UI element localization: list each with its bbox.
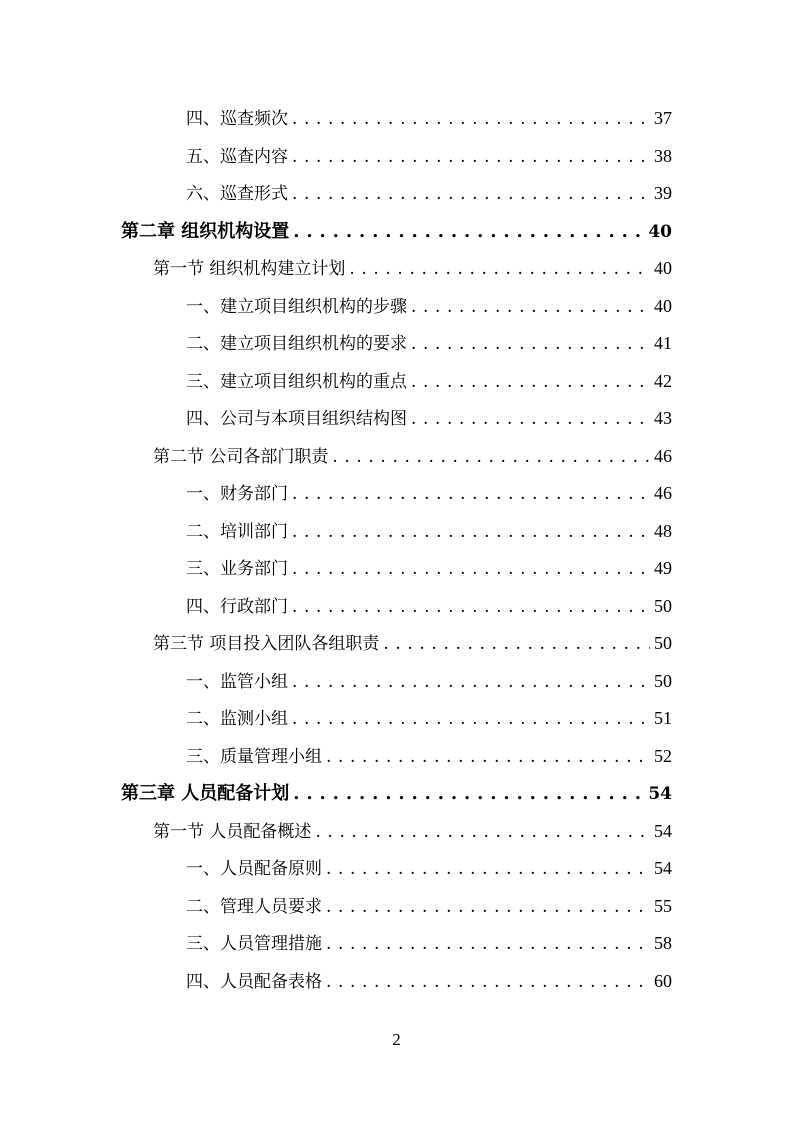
toc-entry-title: 五、巡查内容 — [186, 146, 288, 167]
toc-entry-title: 第一节 组织机构建立计划 — [153, 259, 346, 279]
toc-entry-page: 50 — [654, 670, 672, 691]
toc-entry-page: 40 — [648, 221, 672, 242]
toc-entry-title: 四、巡查频次 — [186, 109, 288, 129]
toc-entry-page: 43 — [654, 408, 672, 428]
toc-entry-title: 第二节 公司各部门职责 — [153, 446, 329, 467]
toc-subsection-entry[interactable] — [0, 138, 793, 176]
toc-subsection-entry[interactable] — [0, 663, 793, 701]
toc-entry-page: 42 — [654, 370, 672, 391]
toc-entry-title: 四、行政部门 — [186, 596, 288, 617]
toc-entry-page: 54 — [648, 784, 672, 804]
toc-entry-title: 二、监测小组 — [186, 709, 288, 729]
toc-entry-title: 二、培训部门 — [186, 521, 288, 542]
toc-subsection-entry[interactable] — [0, 363, 793, 401]
toc-dot-leader — [292, 176, 650, 214]
toc-entry-title: 第三节 项目投入团队各组职责 — [153, 634, 380, 654]
toc-dot-leader — [292, 589, 650, 627]
toc-entry-page: 55 — [654, 895, 672, 916]
toc-dot-leader — [292, 101, 650, 139]
toc-entry-page: 41 — [654, 333, 672, 353]
toc-dot-leader — [383, 626, 650, 664]
toc-subsection-entry[interactable] — [0, 888, 793, 926]
toc-dot-leader — [411, 326, 650, 364]
toc-dot-leader — [411, 401, 650, 439]
toc-subsection-entry[interactable] — [0, 513, 793, 551]
toc-subsection-entry[interactable] — [0, 175, 793, 213]
toc-section-entry[interactable] — [0, 813, 793, 851]
toc-entry-page: 40 — [654, 295, 672, 316]
toc-entry-title: 第二章 组织机构设置 — [121, 220, 290, 242]
toc-dot-leader — [293, 775, 644, 813]
toc-dot-leader — [411, 364, 650, 402]
toc-entry-page: 50 — [654, 595, 672, 616]
toc-dot-leader — [292, 664, 650, 702]
toc-entry-title: 四、公司与本项目组织结构图 — [186, 409, 407, 429]
toc-entry-page: 37 — [654, 108, 672, 128]
toc-entry-page: 51 — [654, 708, 672, 728]
toc-entry-title: 三、质量管理小组 — [186, 746, 322, 767]
toc-subsection-entry[interactable] — [0, 850, 793, 888]
toc-entry-page: 38 — [654, 145, 672, 166]
toc-subsection-entry[interactable] — [0, 925, 793, 963]
toc-dot-leader — [292, 551, 650, 589]
toc-entry-page: 49 — [654, 558, 672, 578]
toc-subsection-entry[interactable] — [0, 325, 793, 363]
toc-dot-leader — [315, 814, 650, 852]
toc-entry-title: 一、财务部门 — [186, 484, 288, 504]
toc-subsection-entry[interactable] — [0, 288, 793, 326]
toc-section-entry[interactable] — [0, 438, 793, 476]
toc-subsection-entry[interactable] — [0, 400, 793, 438]
toc-entry-title: 一、建立项目组织机构的步骤 — [186, 296, 407, 317]
toc-dot-leader — [332, 439, 650, 477]
toc-entry-page: 54 — [654, 858, 672, 878]
toc-dot-leader — [292, 514, 650, 552]
toc-section-entry[interactable] — [0, 625, 793, 663]
toc-entry-page: 39 — [654, 183, 672, 203]
toc-entry-page: 48 — [654, 520, 672, 541]
toc-subsection-entry[interactable] — [0, 963, 793, 1001]
toc-entry-page: 52 — [654, 745, 672, 766]
toc-entry-title: 二、管理人员要求 — [186, 896, 322, 917]
toc-dot-leader — [326, 739, 650, 777]
toc-entry-title: 三、人员管理措施 — [186, 934, 322, 954]
toc-dot-leader — [326, 964, 650, 1002]
toc-entry-title: 二、建立项目组织机构的要求 — [186, 334, 407, 354]
toc-dot-leader — [293, 213, 644, 251]
toc-dot-leader — [292, 701, 650, 739]
toc-dot-leader — [411, 289, 650, 327]
toc-entry-title: 一、监管小组 — [186, 671, 288, 692]
toc-entry-page: 54 — [654, 820, 672, 841]
toc-entry-page: 58 — [654, 933, 672, 953]
toc-subsection-entry[interactable] — [0, 738, 793, 776]
toc-subsection-entry[interactable] — [0, 100, 793, 138]
toc-entry-title: 第三章 人员配备计划 — [121, 783, 290, 804]
toc-dot-leader — [326, 851, 650, 889]
toc-entry-title: 四、人员配备表格 — [186, 971, 322, 992]
toc-subsection-entry[interactable] — [0, 588, 793, 626]
toc-subsection-entry[interactable] — [0, 700, 793, 738]
toc-entry-title: 第一节 人员配备概述 — [153, 821, 312, 842]
toc-entry-page: 40 — [654, 258, 672, 278]
toc-entry-page: 60 — [654, 970, 672, 991]
toc-dot-leader — [326, 926, 650, 964]
toc-entry-page: 46 — [654, 483, 672, 503]
toc-dot-leader — [349, 251, 650, 289]
toc-subsection-entry[interactable] — [0, 550, 793, 588]
toc-entry-title: 三、业务部门 — [186, 559, 288, 579]
toc-entry-page: 46 — [654, 445, 672, 466]
page-number: 2 — [392, 1030, 401, 1049]
toc-dot-leader — [292, 476, 650, 514]
toc-dot-leader — [326, 889, 650, 927]
toc-chapter-entry[interactable] — [0, 213, 793, 251]
toc-entry-title: 一、人员配备原则 — [186, 859, 322, 879]
toc-chapter-entry[interactable] — [0, 775, 793, 813]
toc-subsection-entry[interactable] — [0, 475, 793, 513]
toc-entry-page: 50 — [654, 633, 672, 653]
toc-entry-title: 三、建立项目组织机构的重点 — [186, 371, 407, 392]
toc-entry-title: 六、巡查形式 — [186, 184, 288, 204]
toc-section-entry[interactable] — [0, 250, 793, 288]
toc-dot-leader — [292, 139, 650, 177]
table-of-contents — [0, 100, 793, 1000]
